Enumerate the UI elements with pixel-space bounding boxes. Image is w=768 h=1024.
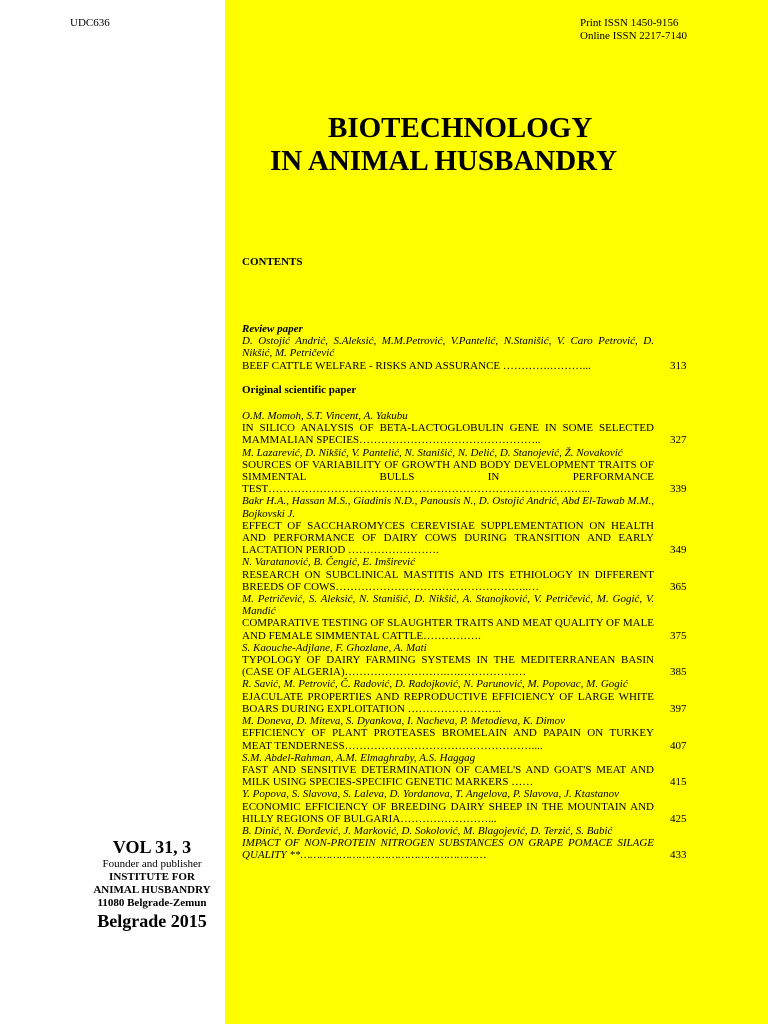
entry-title[interactable]: IN SILICO ANALYSIS OF BETA-LACTOGLOBULIN GENE IN SOME SELECTED MAMMALIAN SPECIES………………………………………….. — [242, 422, 654, 447]
issn-print: Print ISSN 1450-9156 — [580, 17, 679, 29]
toc-entry — [242, 410, 687, 447]
toc-entry — [242, 824, 687, 862]
entry-authors: M. Petričević, S. Aleksić, N. Stanišić, D. Nikšić, A. Stanojković, V. Petričević, M. Gogić, V. Mandić — [242, 593, 654, 618]
entry-page: 339 — [670, 483, 687, 496]
entry-authors: O.M. Momoh, S.T. Vincent, A. Yakubu — [242, 410, 408, 423]
institute-line-1: INSTITUTE FOR — [109, 871, 195, 883]
title-line-1: BIOTECHNOLOGY — [328, 112, 593, 144]
journal-title — [225, 112, 715, 178]
entry-page: 327 — [670, 434, 687, 447]
entry-page: 349 — [670, 544, 687, 557]
entry-authors: S. Kaouche-Adjlane, F. Ghozlane, A. Mati — [242, 641, 427, 654]
entry-authors: N. Varatanović, B. Čengić, E. Imširević — [242, 556, 416, 569]
issn-block — [580, 17, 687, 43]
entry-page: 415 — [670, 776, 687, 789]
entry-authors: Bakr H.A., Hassan M.S., Giadinis N.D., Panousis N., D. Ostojić Andrić, Abd El-Tawab M.M., Bojkovski J. — [242, 495, 655, 520]
entry-authors: S.M. Abdel-Rahman, A.M. Elmaghraby, A.S. Haggag — [242, 751, 476, 764]
entry-authors: D. Ostojić Andrić, S.Aleksić, M.M.Petrović, V.Pantelić, N.Stanišić, V. Caro Petrović, D. Nikšić, M. Petričević — [242, 335, 654, 360]
toc-entry — [242, 593, 687, 642]
toc-entry — [242, 678, 687, 715]
institute-address: 11080 Belgrade-Zemun — [97, 897, 207, 909]
entry-page: 425 — [670, 812, 687, 825]
entry-authors: M. Lazarević, D. Nikšić, V. Pantelić, N. Stanišić, N. Delić, D. Stanojević, Ž. Novaković — [242, 446, 623, 459]
udc-code: UDC636 — [70, 17, 110, 29]
toc-entry — [242, 556, 687, 593]
entry-title[interactable]: EFFECT OF SACCHAROMYCES CEREVISIAE SUPPLEMENTATION ON HEALTH AND PERFORMANCE OF DAIRY COWS DURING TRANSITION AND EARLY LACTATION PERIOD ……………………. — [242, 519, 654, 557]
volume-info — [72, 837, 232, 932]
entry-page: 375 — [670, 629, 687, 642]
entry-page: 313 — [670, 359, 687, 372]
entry-authors: R. Savić, M. Petrović, Č. Radović, D. Radojković, N. Parunović, M. Popovac, M. Gogić — [242, 678, 628, 691]
entry-title[interactable]: SOURCES OF VARIABILITY OF GROWTH AND BODY DEVELOPMENT TRAITS OF SIMMENTAL BULLS IN PERFORMANCE TEST……………………………………………………………………..……... — [242, 458, 654, 496]
entry-title[interactable]: RESEARCH ON SUBCLINICAL MASTITIS AND ITS ETHIOLOGY IN DIFFERENT BREEDS OF COWS……………………………………………..… — [242, 568, 654, 593]
toc-entry — [242, 641, 687, 679]
toc-entry — [242, 715, 687, 752]
entry-page: 407 — [670, 739, 687, 752]
section-original-paper: Original scientific paper — [242, 383, 357, 396]
issn-online: Online ISSN 2217-7140 — [580, 30, 687, 42]
entry-authors: M. Doneva, D. Miteva, S. Dyankova, I. Nacheva, P. Metodieva, K. Dimov — [242, 715, 565, 728]
section-review-paper: Review paper — [242, 323, 303, 335]
institute-line-2: ANIMAL HUSBANDRY — [93, 884, 211, 896]
entry-page: 385 — [670, 666, 687, 679]
entry-title[interactable]: IMPACT OF NON-PROTEIN NITROGEN SUBSTANCES ON GRAPE POMACE SILAGE QUALITY **………………………………………………… — [242, 837, 654, 862]
toc-entry — [242, 788, 687, 825]
entry-title[interactable]: ECONOMIC EFFICIENCY OF BREEDING DAIRY SHEEP IN THE MOUNTAIN AND HILLY REGIONS OF BULGARIA……………………... — [242, 800, 654, 825]
entry-page: 397 — [670, 702, 687, 715]
toc-entry — [242, 495, 687, 557]
toc-entry — [242, 446, 687, 496]
founder-label: Founder and publisher — [102, 858, 202, 870]
entry-title[interactable]: FAST AND SENSITIVE DETERMINATION OF CAMEL'S AND GOAT'S MEAT AND MILK USING SPECIES-SPECIFIC GENETIC MARKERS …… — [242, 763, 654, 789]
entry-page: 433 — [670, 849, 687, 862]
entry-title[interactable]: TYPOLOGY OF DAIRY FARMING SYSTEMS IN THE MEDITERRANEAN BASIN (CASE OF ALGERIA)……………………….….……………… — [242, 654, 654, 679]
entry-title[interactable]: COMPARATIVE TESTING OF SLAUGHTER TRAITS AND MEAT QUALITY OF MALE AND FEMALE SIMMENTAL CATTLE……………. — [242, 617, 655, 642]
table-of-contents — [242, 323, 687, 862]
entry-title[interactable]: EJACULATE PROPERTIES AND REPRODUCTIVE EFFICIENCY OF LARGE WHITE BOARS DURING EXPLOITATION …………………….. — [242, 690, 654, 715]
volume-number: VOL 31, 3 — [112, 837, 192, 857]
entry-title[interactable]: BEEF CATTLE WELFARE - RISKS AND ASSURANCE ………….………... — [242, 359, 591, 372]
place-year: Belgrade 2015 — [97, 911, 207, 931]
title-line-2: IN ANIMAL HUSBANDRY — [270, 145, 618, 177]
toc-entry — [242, 335, 687, 372]
entry-authors: Y. Popova, S. Slavova, S. Laleva, D. Yordanova, T. Angelova, P. Slavova, J. Ktastanov — [242, 788, 620, 801]
toc-entry — [242, 751, 687, 789]
contents-heading: CONTENTS — [242, 256, 303, 268]
entry-authors: B. Dinić, N. Đorđević, J. Marković, D. Sokolović, M. Blagojević, D. Terzić, S. Babić — [242, 824, 613, 837]
entry-page: 365 — [670, 580, 687, 593]
entry-title[interactable]: EFFICIENCY OF PLANT PROTEASES BROMELAIN AND PAPAIN ON TURKEY MEAT TENDERNESS…………………………………………….... — [242, 727, 654, 752]
